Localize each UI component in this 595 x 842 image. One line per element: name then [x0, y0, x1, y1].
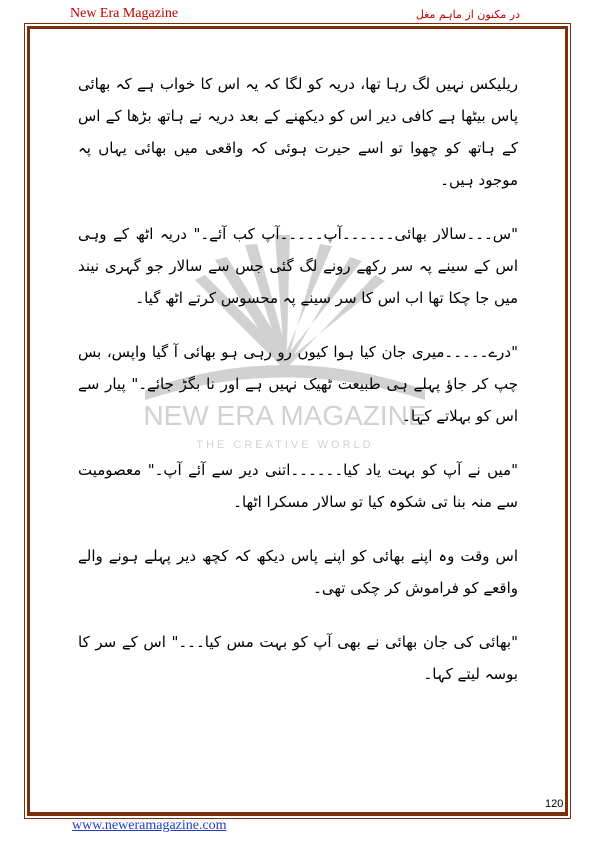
paragraph: اس وقت وہ اپنے بھائی کو اپنے پاس دیکھ کہ کچھ دیر پہلے ہونے والے واقعے کو فراموش کر چکی تھی۔	[78, 547, 518, 597]
watermark-text: NEW ERA MAGAZINE	[143, 400, 427, 431]
paragraph: "درے۔۔۔۔۔میری جان کیا ہوا کیوں رو رہی ہو بھائی آ گیا واپس، بس چپ کر جاؤ پہلے ہی طبیعت ٹھیک نہیں ہے اور نا بگڑ جائے۔" پیار سے اس کو بہلاتے کہا۔	[78, 343, 518, 425]
story-text	[78, 68, 518, 712]
paragraph: "س۔۔۔سالار بھائی۔۔۔۔۔۔آپ۔۔۔۔۔آپ کب آئے۔" دریہ اٹھ کے وہی اس کے سینے پہ سر رکھے رونے لگ گئی جس سے سالار جو گہری نیند میں جا چکا تھا اب اس کا سر سینے پہ محسوس کرتے اٹھ گیا۔	[78, 225, 518, 307]
magazine-name: New Era Magazine	[70, 6, 179, 21]
paragraph: "بھائی کی جان بھائی نے بھی آپ کو بہت مس کیا۔۔۔" اس کے سر کا بوسہ لیتے کہا۔	[78, 633, 518, 683]
page-number: 120	[545, 798, 564, 810]
watermark-tagline: THE CREATIVE WORLD	[196, 439, 374, 451]
paragraph: "میں نے آپ کو بہت یاد کیا۔۔۔۔۔۔اتنی دیر سے آئے آپ۔" معصومیت سے منہ بنا تی شکوہ کیا تو سالار مسکرا اٹھا۔	[78, 461, 518, 511]
paragraph: ریلیکس نہیں لگ رہا تھا، دریہ کو لگا کہ یہ اس کا خواب ہے کہ بھائی پاس بیٹھا ہے کافی دیر اس کو دیکھنے کے بعد دریہ نے ہاتھ بڑھا کے اس کے ہاتھ کو چھوا تو اسے حیرت ہوئی کہ واقعی میں بھائی یہاں پہ موجود ہیں۔	[78, 75, 518, 189]
story-credit: در مکنون از ماہم مغل	[415, 8, 520, 21]
page-number-rule	[30, 812, 568, 814]
website-link[interactable]: www.neweramagazine.com	[72, 818, 227, 833]
